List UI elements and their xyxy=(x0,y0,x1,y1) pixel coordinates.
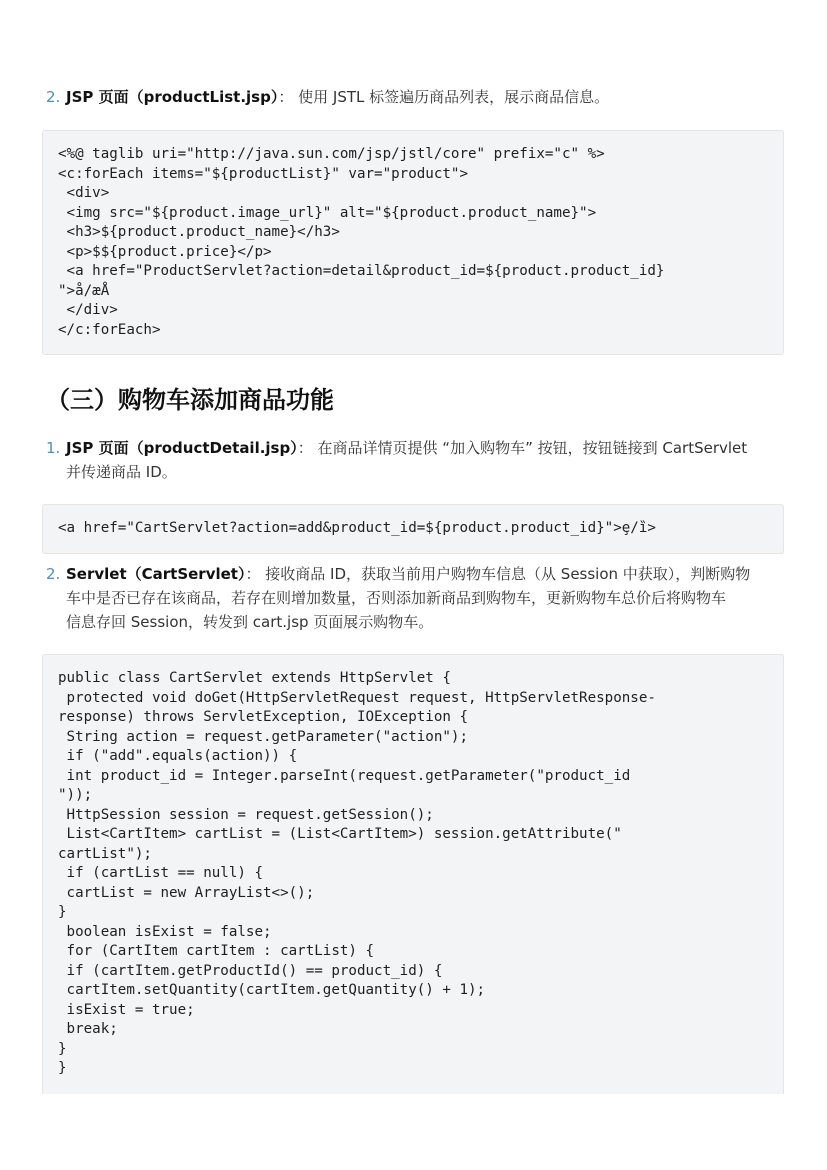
code-line: int product_id = Integer.parseInt(request.getParameter("product_id xyxy=(58,767,631,784)
list-item-text: 使用 JSTL 标签遍历商品列表，展示商品信息。 xyxy=(298,88,610,106)
code-line: ">å/æÅ xyxy=(58,282,110,299)
code-line: <div> xyxy=(58,185,110,201)
list-item-title: JSP 页面（productDetail.jsp） xyxy=(66,439,298,457)
code-block-cartservlet xyxy=(42,654,784,1094)
list-item-title: JSP 页面（productList.jsp） xyxy=(66,88,279,106)
code-line: if ("add".equals(action)) { xyxy=(58,748,298,764)
code-block-productlist xyxy=(42,130,784,355)
code-block-add-to-cart-link xyxy=(42,504,784,554)
code-line: ")); xyxy=(58,787,93,803)
list-number: 2. xyxy=(46,88,61,106)
list-item-text: 在商品详情页提供 “加入购物车” 按钮，按钮链接到 CartServlet xyxy=(317,439,748,457)
code-line: if (cartItem.getProductId() == product_id) { xyxy=(58,962,443,979)
code-line: <p>$${product.price}</p> xyxy=(58,243,272,260)
list-item-cartservlet xyxy=(46,562,808,634)
list-item-separator: ： xyxy=(297,439,313,457)
code-line: break; xyxy=(58,1021,118,1037)
code-line: </div> xyxy=(58,302,118,318)
code-line: isExist = true; xyxy=(58,1001,195,1018)
list-item-productdetail-jsp xyxy=(46,436,808,484)
code-line: } xyxy=(58,1060,67,1076)
code-line: <a href="CartServlet?action=add&product_id=${product.product_id}">ȩ/ȉ> xyxy=(58,520,656,536)
list-item-title: Servlet（CartServlet） xyxy=(66,565,246,583)
code-line: <img src="${product.image_url}" alt="${product.product_name}"> xyxy=(58,204,597,221)
code-line: cartList"); xyxy=(58,845,152,862)
list-item-separator: ： xyxy=(245,565,261,583)
code-line: boolean isExist = false; xyxy=(58,923,272,940)
list-item-separator: ： xyxy=(278,88,294,106)
code-line: } xyxy=(58,1040,67,1057)
list-item-text: 接收商品 ID，获取当前用户购物车信息（从 Session 中获取），判断购物 xyxy=(265,565,751,583)
list-item-text-continued: 信息存回 Session，转发到 cart.jsp 页面展示购物车。 xyxy=(66,613,434,631)
list-item-text-continued: 并传递商品 ID。 xyxy=(66,463,177,481)
code-line: protected void doGet(HttpServletRequest request, HttpServletResponse- xyxy=(58,689,656,706)
code-line: <a href="ProductServlet?action=detail&product_id=${product.product_id} xyxy=(58,263,665,279)
code-line: String action = request.getParameter("action"); xyxy=(58,728,468,745)
code-line: public class CartServlet extends HttpServlet { xyxy=(58,670,451,686)
code-line: <h3>${product.product_name}</h3> xyxy=(58,224,340,240)
code-line: List<CartItem> cartList = (List<CartItem>) session.getAttribute(" xyxy=(58,826,622,842)
code-line: } xyxy=(58,904,67,920)
code-line: response) throws ServletException, IOException { xyxy=(58,709,468,725)
code-line: cartItem.setQuantity(cartItem.getQuantity() + 1); xyxy=(58,982,486,998)
code-line: HttpSession session = request.getSession(); xyxy=(58,806,434,823)
code-line: if (cartList == null) { xyxy=(58,865,263,881)
code-line: <%@ taglib uri="http://java.sun.com/jsp/jstl/core" prefix="c" %> xyxy=(58,146,605,162)
list-item-productlist-jsp xyxy=(46,85,808,109)
section-heading: （三）购物车添加商品功能 xyxy=(46,386,334,414)
code-line: <c:forEach items="${productList}" var="product"> xyxy=(58,165,468,182)
list-item-text-continued: 车中是否已存在该商品，若存在则增加数量，否则添加新商品到购物车，更新购物车总价后将购物车 xyxy=(66,589,727,607)
list-number: 2. xyxy=(46,565,61,583)
code-line: for (CartItem cartItem : cartList) { xyxy=(58,943,375,959)
code-line: cartList = new ArrayList<>(); xyxy=(58,884,315,901)
code-line: </c:forEach> xyxy=(58,321,161,338)
list-number: 1. xyxy=(46,439,61,457)
